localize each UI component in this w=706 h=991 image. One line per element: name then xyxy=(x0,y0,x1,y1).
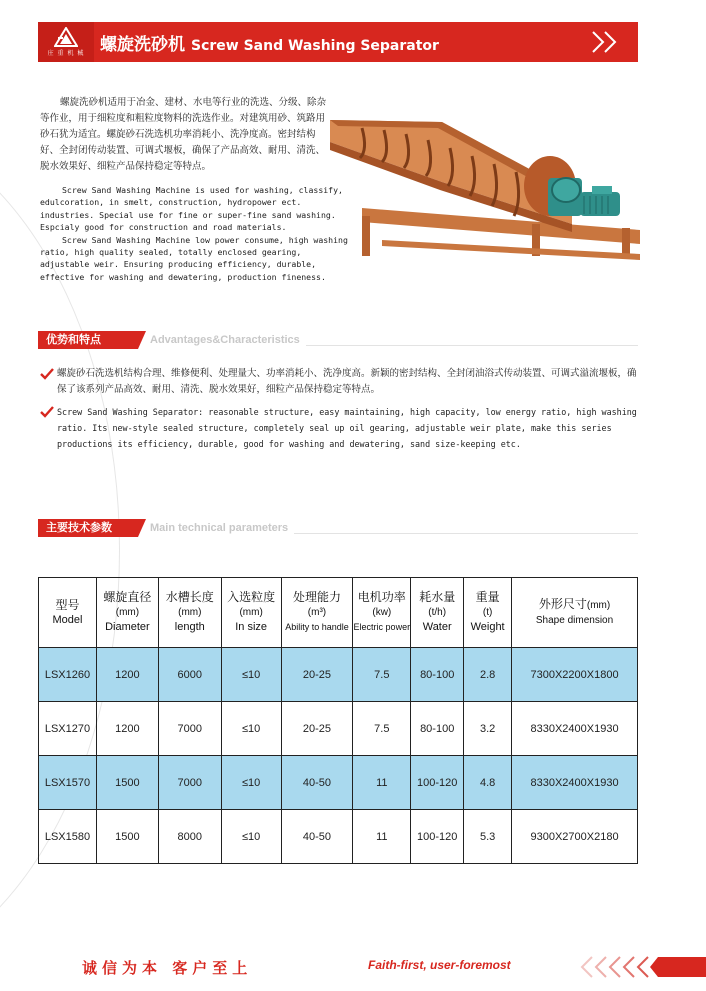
table-cell: 80-100 xyxy=(411,702,464,756)
table-cell: 2.8 xyxy=(464,648,512,702)
table-cell: 7300X2200X1800 xyxy=(512,648,638,702)
table-cell: ≤10 xyxy=(221,702,281,756)
table-cell: 100-120 xyxy=(411,756,464,810)
table-row xyxy=(39,810,638,864)
table-cell: LSX1570 xyxy=(39,756,97,810)
table-cell: ≤10 xyxy=(221,756,281,810)
intro-text-en-paragraph-1: Screw Sand Washing Machine is used for washing, classify, edulcoration, in smelt, construction, hydropower ect. industries. Special use for fine or super-fine sand washing. Espcialy good for construction and road materials. xyxy=(40,185,343,233)
column-header-length: 水槽长度 (mm) length xyxy=(158,578,221,648)
screw-sand-washer-image xyxy=(322,112,640,262)
footer-slogan-cn: 诚信为本 客户至上 xyxy=(82,959,253,977)
table-header-row xyxy=(39,578,638,648)
table-cell: LSX1270 xyxy=(39,702,97,756)
intro-text-en-paragraph-2: Screw Sand Washing Machine low power consume, high washing ratio, high quality sealed, totally enclosed gearing, adjustable weir. Ensuring producing efficiency, durable, effective for washing and dewatering, production fineness. xyxy=(40,234,348,282)
advantages-heading-cn: 优势和特点 xyxy=(38,331,138,349)
table-row xyxy=(39,702,638,756)
parameters-heading-cn: 主要技术参数 xyxy=(38,519,138,537)
logo-text: 庄 重 机 械 xyxy=(47,50,85,57)
intro-text-cn: 螺旋洗砂机适用于冶金、建材、水电等行业的洗选、分级、除杂等作业，用于细粒度和粗粒度物料的洗选作业。对建筑用砂、筑路用砂石犹为适宜。螺旋砂石洗选机功率消耗小、洗净度高。密封结构好、全封闭传动装置、可调式堰板，确保了产品高效、耐用、清洗、脱水效果好、细粒产品保持稳定等特点。 xyxy=(40,97,327,172)
page-header xyxy=(38,22,638,62)
column-header-capacity: 处理能力 (m³) Ability to handle xyxy=(281,578,353,648)
table-cell: 7000 xyxy=(158,702,221,756)
table-cell: 11 xyxy=(353,810,411,864)
table-cell: 40-50 xyxy=(281,810,353,864)
parameters-heading xyxy=(38,519,638,537)
table-cell: 80-100 xyxy=(411,648,464,702)
table-cell: LSX1260 xyxy=(39,648,97,702)
table-cell: 11 xyxy=(353,756,411,810)
table-cell: ≤10 xyxy=(221,810,281,864)
table-cell: 8330X2400X1930 xyxy=(512,702,638,756)
table-cell: 7.5 xyxy=(353,648,411,702)
checkmark-icon xyxy=(40,406,54,418)
intro-text-en xyxy=(40,184,350,283)
heading-divider xyxy=(294,533,638,534)
column-header-power: 电机功率 (kw) Electric power xyxy=(353,578,411,648)
table-cell: 5.3 xyxy=(464,810,512,864)
heading-tab-tail xyxy=(138,519,146,537)
table-cell: ≤10 xyxy=(221,648,281,702)
column-header-in-size: 入选粒度 (mm) In size xyxy=(221,578,281,648)
table-cell: 20-25 xyxy=(281,648,353,702)
page-title-en: Screw Sand Washing Separator xyxy=(191,37,439,54)
advantage-text-cn: 螺旋砂石洗选机结构合理、维修便利、处理量大、功率消耗小、洗净度高。新颖的密封结构、全封闭油浴式传动装置、可调式溢流堰板，确保了该系列产品高效、耐用、清洗、脱水效果好，细粒产品保持稳定等特点。 xyxy=(57,368,637,395)
parameters-heading-en: Main technical parameters xyxy=(150,522,289,534)
table-cell: 4.8 xyxy=(464,756,512,810)
column-header-dimension: 外形尺寸(mm) Shape dimension xyxy=(512,578,638,648)
checkmark-icon xyxy=(40,368,54,380)
advantage-item-cn xyxy=(40,366,640,398)
logo-mark-icon xyxy=(54,27,78,47)
table-cell: 3.2 xyxy=(464,702,512,756)
table-row xyxy=(39,648,638,702)
heading-divider xyxy=(306,345,638,346)
table-cell: 6000 xyxy=(158,648,221,702)
technical-parameters-table xyxy=(38,577,638,864)
page-title-cn: 螺旋洗砂机 xyxy=(100,34,185,55)
table-cell: 8330X2400X1930 xyxy=(512,756,638,810)
table-cell: 20-25 xyxy=(281,702,353,756)
table-cell: 8000 xyxy=(158,810,221,864)
table-cell: 1200 xyxy=(96,648,158,702)
column-header-model: 型号 Model xyxy=(39,578,97,648)
footer-slogan-en: Faith-first, user-foremost xyxy=(368,958,511,972)
table-cell: LSX1580 xyxy=(39,810,97,864)
table-cell: 7.5 xyxy=(353,702,411,756)
footer-chevrons-decoration xyxy=(572,954,706,980)
table-cell: 1500 xyxy=(96,810,158,864)
advantages-heading-en: Advantages&Characteristics xyxy=(150,334,300,346)
page-title xyxy=(100,30,439,55)
table-cell: 9300X2700X2180 xyxy=(512,810,638,864)
company-logo xyxy=(38,22,94,62)
column-header-water: 耗水量 (t/h) Water xyxy=(411,578,464,648)
double-chevron-right-icon xyxy=(590,29,620,55)
heading-tab-tail xyxy=(138,331,146,349)
table-cell: 1500 xyxy=(96,756,158,810)
table-cell: 1200 xyxy=(96,702,158,756)
table-row xyxy=(39,756,638,810)
column-header-diameter: 螺旋直径 (mm) Diameter xyxy=(96,578,158,648)
advantages-heading xyxy=(38,331,638,349)
table-cell: 7000 xyxy=(158,756,221,810)
advantage-item-en xyxy=(40,404,640,452)
column-header-weight: 重量 (t) Weight xyxy=(464,578,512,648)
table-cell: 100-120 xyxy=(411,810,464,864)
advantage-text-en: Screw Sand Washing Separator: reasonable structure, easy maintaining, high capacity, low energy ratio, high washing ratio. Its new-style sealed structure, completely seal up oil gearing, adjustable weir plate, make this series productions its efficiency, durable, good for washing and dewatering, sand size-keeping etc. xyxy=(57,407,637,449)
table-cell: 40-50 xyxy=(281,756,353,810)
